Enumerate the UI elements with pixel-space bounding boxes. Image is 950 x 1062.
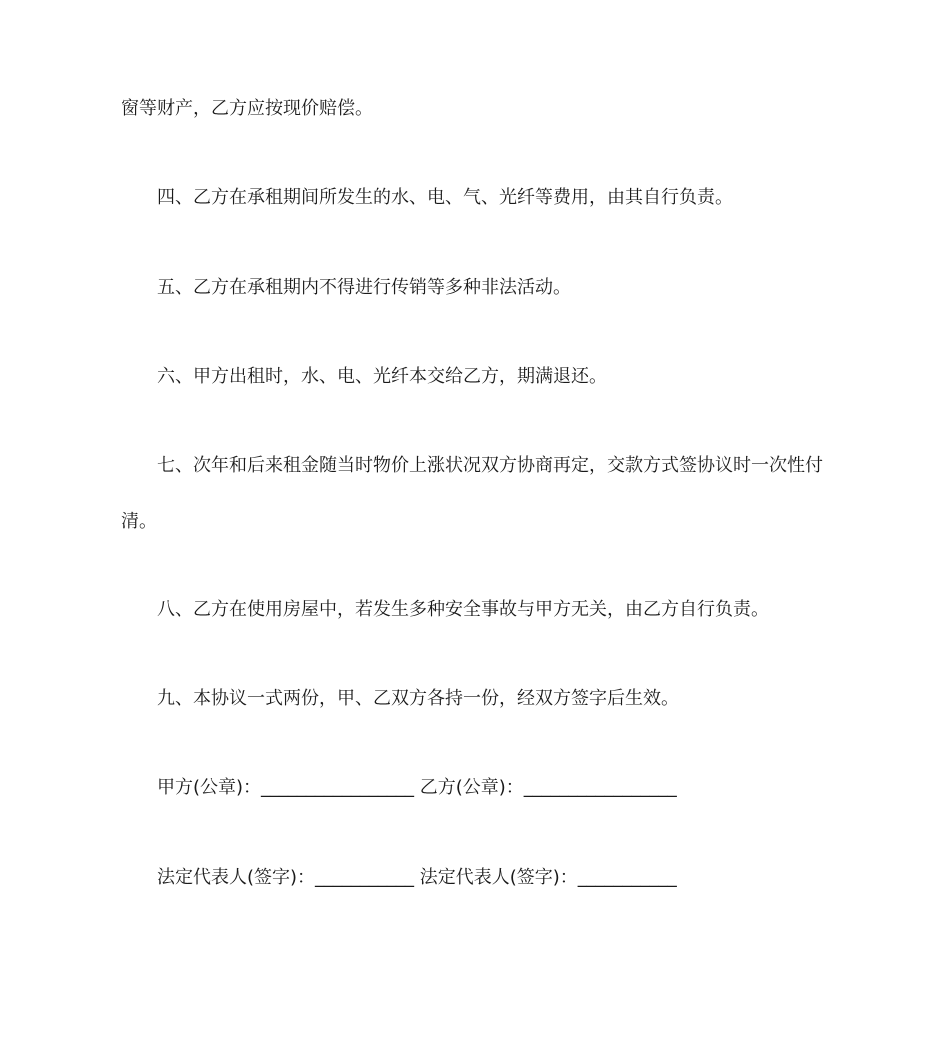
paragraph-6: 六、甲方出租时，水、电、光纤本交给乙方，期满退还。 bbox=[157, 366, 607, 387]
paragraph-7-line-2: 清。 bbox=[121, 511, 157, 532]
paragraph-7-line-1: 七、次年和后来租金随当时物价上涨状况双方协商再定，交款方式签协议时一次性付 bbox=[157, 455, 823, 476]
paragraph-8: 八、乙方在使用房屋中，若发生多种安全事故与甲方无关，由乙方自行负责。 bbox=[157, 599, 769, 620]
paragraph-9: 九、本协议一式两份，甲、乙双方各持一份，经双方签字后生效。 bbox=[157, 688, 679, 709]
paragraph-5: 五、乙方在承租期内不得进行传销等多种非法活动。 bbox=[157, 277, 571, 298]
paragraph-3-continuation: 窗等财产，乙方应按现价赔偿。 bbox=[121, 98, 373, 119]
legal-representative-signature-line: 法定代表人(签字)：___________ 法定代表人(签字)：___________ bbox=[157, 867, 677, 888]
party-seal-line: 甲方(公章)：_________________ 乙方(公章)：_________________ bbox=[157, 777, 677, 798]
paragraph-4: 四、乙方在承租期间所发生的水、电、气、光纤等费用，由其自行负责。 bbox=[157, 187, 733, 208]
